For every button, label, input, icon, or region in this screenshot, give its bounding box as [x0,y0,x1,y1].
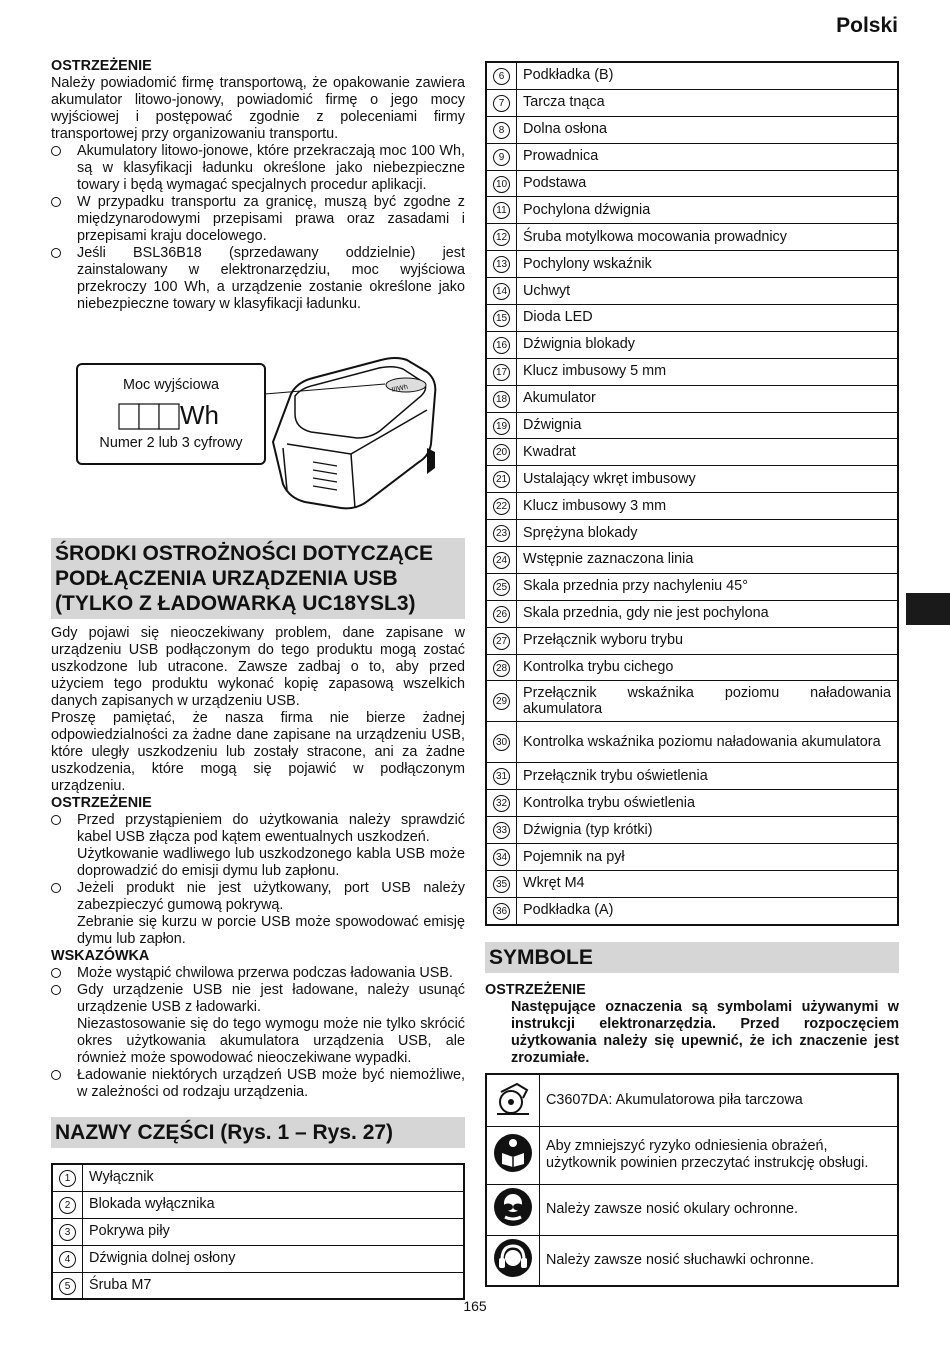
part-number: 11 [493,202,510,219]
part-number: 4 [59,1251,76,1268]
part-name: Tarcza tnąca [517,89,899,116]
bullet-circle-icon [51,883,61,893]
safety-glasses-icon [486,1184,540,1235]
part-number: 5 [59,1278,76,1295]
part-name: Sprężyna blokady [517,520,899,547]
part-name: Podstawa [517,170,899,197]
wh-unit: Wh [180,400,219,430]
part-number: 27 [493,633,510,650]
part-number: 34 [493,849,510,866]
transport-warning [51,58,465,313]
part-number: 18 [493,391,510,408]
part-name: Skala przednia przy nachyleniu 45° [517,573,899,600]
part-number: 33 [493,822,510,839]
part-name: Dźwignia blokady [517,331,899,358]
part-name: Klucz imbusowy 3 mm [517,493,899,520]
parts-row [52,1191,464,1218]
part-name: Kontrolka wskaźnika poziomu naładowania akumulatora [517,722,899,763]
bullet-subtext: Niezastosowanie się do tego wymogu może nie tylko skrócić okres użytkowania akumulatora urządzenia USB, ale również może spowodować nieoczekiwane wypadki. [77,1016,465,1066]
parts-row [52,1245,464,1272]
symbols-intro: Następujące oznaczenia są symbolami używanymi w instrukcji elektronarzędzia. Przed rozpoczęciem użytkowania należy się upewnić, że ich znaczenie jest zrozumiałe. [511,999,899,1066]
part-number: 19 [493,418,510,435]
read-manual-icon [486,1126,540,1184]
part-number: 7 [493,95,510,112]
symbol-description: Należy zawsze nosić słuchawki ochronne. [540,1235,899,1286]
part-number-cell [486,331,517,358]
bullet-item: Ładowanie niektórych urządzeń USB może być niemożliwe, w zależności od rodzaju urządzenia. [51,1067,465,1101]
part-number-cell [486,278,517,305]
part-name: Prowadnica [517,143,899,170]
bullet-item: Jeżeli produkt nie jest użytkowany, port USB należy zabezpieczyć gumową pokrywą. [51,880,465,914]
ear-protection-icon [486,1235,540,1286]
part-name: Klucz imbusowy 5 mm [517,358,899,385]
part-name: Pokrywa piły [83,1218,465,1245]
parts-row [486,763,898,790]
part-number: 23 [493,525,510,542]
part-number-cell [486,170,517,197]
part-number-cell [52,1164,83,1191]
parts-heading: NAZWY CZĘŚCI (Rys. 1 – Rys. 27) [51,1117,465,1148]
part-name: Wyłącznik [83,1164,465,1191]
part-number-cell [486,520,517,547]
parts-row [486,681,898,722]
note-title: WSKAZÓWKA [51,948,150,964]
parts-row [52,1272,464,1299]
symbols-table-wrap [485,1073,899,1287]
symbol-description: Należy zawsze nosić okulary ochronne. [540,1184,899,1235]
language-label: Polski [836,14,898,37]
parts-row [486,197,898,224]
usb-section [51,538,465,1101]
symbol-row [486,1126,898,1184]
part-number-cell [486,817,517,844]
part-number: 13 [493,256,510,273]
part-number-cell [486,305,517,332]
part-number-cell [486,897,517,924]
part-name: Kontrolka trybu oświetlenia [517,790,899,817]
part-name: Skala przednia, gdy nie jest pochylona [517,600,899,627]
parts-row [486,871,898,898]
symbols-heading: SYMBOLE [485,942,899,973]
part-number-cell [52,1218,83,1245]
parts-row [486,143,898,170]
part-name: Podkładka (A) [517,897,899,924]
parts-row [486,573,898,600]
part-number-cell [486,493,517,520]
symbols-section [485,942,899,1067]
part-number: 30 [493,734,510,751]
part-number: 28 [493,660,510,677]
parts-row [486,627,898,654]
parts-row [486,654,898,681]
part-number-cell [52,1272,83,1299]
part-number: 16 [493,337,510,354]
bullet-circle-icon [51,248,61,258]
warning-title: OSTRZEŻENIE [485,982,586,998]
parts-row [486,412,898,439]
parts-table-left-wrap [51,1163,465,1300]
symbol-row [486,1235,898,1286]
warning-title: OSTRZEŻENIE [51,795,152,811]
usb-heading: ŚRODKI OSTROŻNOŚCI DOTYCZĄCE PODŁĄCZENIA URZĄDZENIA USB (TYLKO Z ŁADOWARKĄ UC18YSL3) [51,538,465,619]
parts-row [486,89,898,116]
part-name: Dźwignia (typ krótki) [517,817,899,844]
part-name: Dolna osłona [517,116,899,143]
parts-row [486,278,898,305]
part-name: Ustalający wkręt imbusowy [517,466,899,493]
part-number-cell [486,385,517,412]
part-number: 15 [493,310,510,327]
part-name: Podkładka (B) [517,62,899,89]
bullet-circle-icon [51,968,61,978]
symbol-description: C3607DA: Akumulatorowa piła tarczowa [540,1074,899,1126]
part-name: Pojemnik na pył [517,844,899,871]
parts-row [486,493,898,520]
part-number-cell [486,62,517,89]
parts-row [486,251,898,278]
part-number-cell [486,358,517,385]
section-tab-marker [906,593,950,625]
part-number-cell [486,412,517,439]
parts-row [52,1218,464,1245]
part-number: 9 [493,149,510,166]
part-number-cell [486,116,517,143]
parts-row [486,897,898,924]
part-name: Wkręt M4 [517,871,899,898]
part-number-cell [486,251,517,278]
part-number-cell [486,790,517,817]
part-number: 2 [59,1197,76,1214]
bullet-item: Gdy urządzenie USB nie jest ładowane, należy usunąć urządzenie USB z ładowarki. [51,982,465,1016]
part-number: 21 [493,471,510,488]
digit-count-label: Numer 2 lub 3 cyfrowy [99,435,243,451]
parts-row [486,520,898,547]
bullet-circle-icon [51,985,61,995]
part-number-cell [486,722,517,763]
parts-row [486,817,898,844]
parts-row [486,547,898,574]
parts-row [486,439,898,466]
part-number-cell [486,143,517,170]
part-number-cell [486,681,517,722]
parts-row [486,600,898,627]
output-power-label: Moc wyjściowa [123,377,219,393]
part-number: 3 [59,1224,76,1241]
symbols-table [485,1073,899,1287]
part-number: 1 [59,1170,76,1187]
bullet-item: Może wystąpić chwilowa przerwa podczas ładowania USB. [51,965,465,982]
part-number: 26 [493,606,510,623]
usb-paragraph: Gdy pojawi się nieoczekiwany problem, dane zapisane w urządzeniu USB podłączonym do tego produktu mogą zostać uszkodzone lub utracone. Zawsze zadbaj o to, aby przed użyciem tego produktu wykonać kopię zapasową wszelkich danych zapisanych w urządzeniu USB. [51,625,465,709]
svg-text:IIIWh: IIIWh [391,383,409,394]
page-number: 165 [463,1298,487,1314]
parts-row [486,62,898,89]
part-number-cell [486,844,517,871]
part-number: 24 [493,552,510,569]
parts-section [51,1117,465,1148]
part-number-cell [486,89,517,116]
part-number: 36 [493,903,510,920]
part-number-cell [486,600,517,627]
part-number: 22 [493,498,510,515]
parts-row [486,170,898,197]
bullet-subtext: Zebranie się kurzu w porcie USB może spowodować emisję dymu lub zapłon. [77,914,465,947]
part-name: Dioda LED [517,305,899,332]
parts-row [486,224,898,251]
circular-saw-icon [486,1074,540,1126]
parts-table-left [51,1163,465,1300]
part-name: Wstępnie zaznaczona linia [517,547,899,574]
part-number-cell [486,573,517,600]
part-number: 25 [493,579,510,596]
parts-table-right-wrap [485,61,899,926]
parts-row [486,116,898,143]
part-name: Blokada wyłącznika [83,1191,465,1218]
warning-intro: Należy powiadomić firmę transportową, że opakowanie zawiera akumulator litowo-jonowy, powiadomić firmę o jego mocy wyjściowej i postępować zgodnie z poleceniami firmy transportowej przy organizowaniu transportu. [51,75,465,142]
part-name: Śruba M7 [83,1272,465,1299]
part-number-cell [486,654,517,681]
parts-row [486,305,898,332]
part-number: 29 [493,693,510,710]
part-number: 12 [493,229,510,246]
part-number-cell [486,871,517,898]
part-number: 20 [493,444,510,461]
part-name: Kontrolka trybu cichego [517,654,899,681]
part-number: 14 [493,283,510,300]
bullet-circle-icon [51,1070,61,1080]
part-number-cell [486,763,517,790]
part-name: Dźwignia dolnej osłony [83,1245,465,1272]
part-name: Przełącznik wskaźnika poziomu naładowania akumulatora [517,681,899,722]
usb-paragraph: Proszę pamiętać, że nasza firma nie bierze żadnej odpowiedzialności za żadne dane zapisane na urządzeniu USB, które uległy uszkodzeniu lub zostały stracone, ani za żadne uszkodzenia, które mogą się pojawić w podłączonym urządzeniu. [51,710,465,794]
parts-row [486,331,898,358]
parts-row [486,844,898,871]
bullet-circle-icon [51,197,61,207]
part-number: 35 [493,876,510,893]
part-name: Śruba motylkowa mocowania prowadnicy [517,224,899,251]
bullet-item: Jeśli BSL36B18 (sprzedawany oddzielnie) jest zainstalowany w elektronarzędziu, moc wyjściowa przekroczy 100 Wh, a urządzenie zostanie określone jako niebezpieczne towary w klasyfikacji ładunku. [51,245,465,313]
parts-row [52,1164,464,1191]
parts-table-right [485,61,899,926]
parts-row [486,466,898,493]
parts-row [486,722,898,763]
battery-figure [51,352,465,522]
bullet-item: Przed przystąpieniem do użytkowania należy sprawdzić kabel USB złącza pod kątem ewentualnych uszkodzeń. [51,812,465,846]
part-number: 31 [493,768,510,785]
parts-row [486,790,898,817]
part-number: 32 [493,795,510,812]
symbol-row [486,1074,898,1126]
part-name: Akumulator [517,385,899,412]
part-name: Pochylony wskaźnik [517,251,899,278]
part-number: 8 [493,122,510,139]
part-number: 6 [493,68,510,85]
bullet-subtext: Użytkowanie wadliwego lub uszkodzonego kabla USB może doprowadzić do emisji dymu lub zapłonu. [77,846,465,879]
part-number-cell [52,1191,83,1218]
symbol-description: Aby zmniejszyć ryzyko odniesienia obrażeń, użytkownik powinien przeczytać instrukcję obsługi. [540,1126,899,1184]
part-name: Przełącznik wyboru trybu [517,627,899,654]
part-number-cell [486,439,517,466]
part-number-cell [486,466,517,493]
part-number-cell [486,627,517,654]
bullet-circle-icon [51,146,61,156]
symbol-row [486,1184,898,1235]
part-name: Kwadrat [517,439,899,466]
part-number-cell [486,224,517,251]
part-number-cell [486,197,517,224]
bullet-item: W przypadku transportu za granicę, muszą być zgodne z międzynarodowymi przepisami prawa oraz zasadami i przepisami kraju docelowego. [51,194,465,245]
bullet-circle-icon [51,815,61,825]
part-name: Uchwyt [517,278,899,305]
parts-row [486,358,898,385]
part-number-cell [486,547,517,574]
warning-title: OSTRZEŻENIE [51,58,152,74]
part-name: Przełącznik trybu oświetlenia [517,763,899,790]
part-name: Pochylona dźwignia [517,197,899,224]
bullet-item: Akumulatory litowo-jonowe, które przekraczają moc 100 Wh, są w klasyfikacji ładunku określone jako niebezpieczne towary i będą wymagać specjalnych procedur aplikacji. [51,143,465,194]
part-number: 10 [493,176,510,193]
part-name: Dźwignia [517,412,899,439]
part-number-cell [52,1245,83,1272]
parts-row [486,385,898,412]
part-number: 17 [493,364,510,381]
